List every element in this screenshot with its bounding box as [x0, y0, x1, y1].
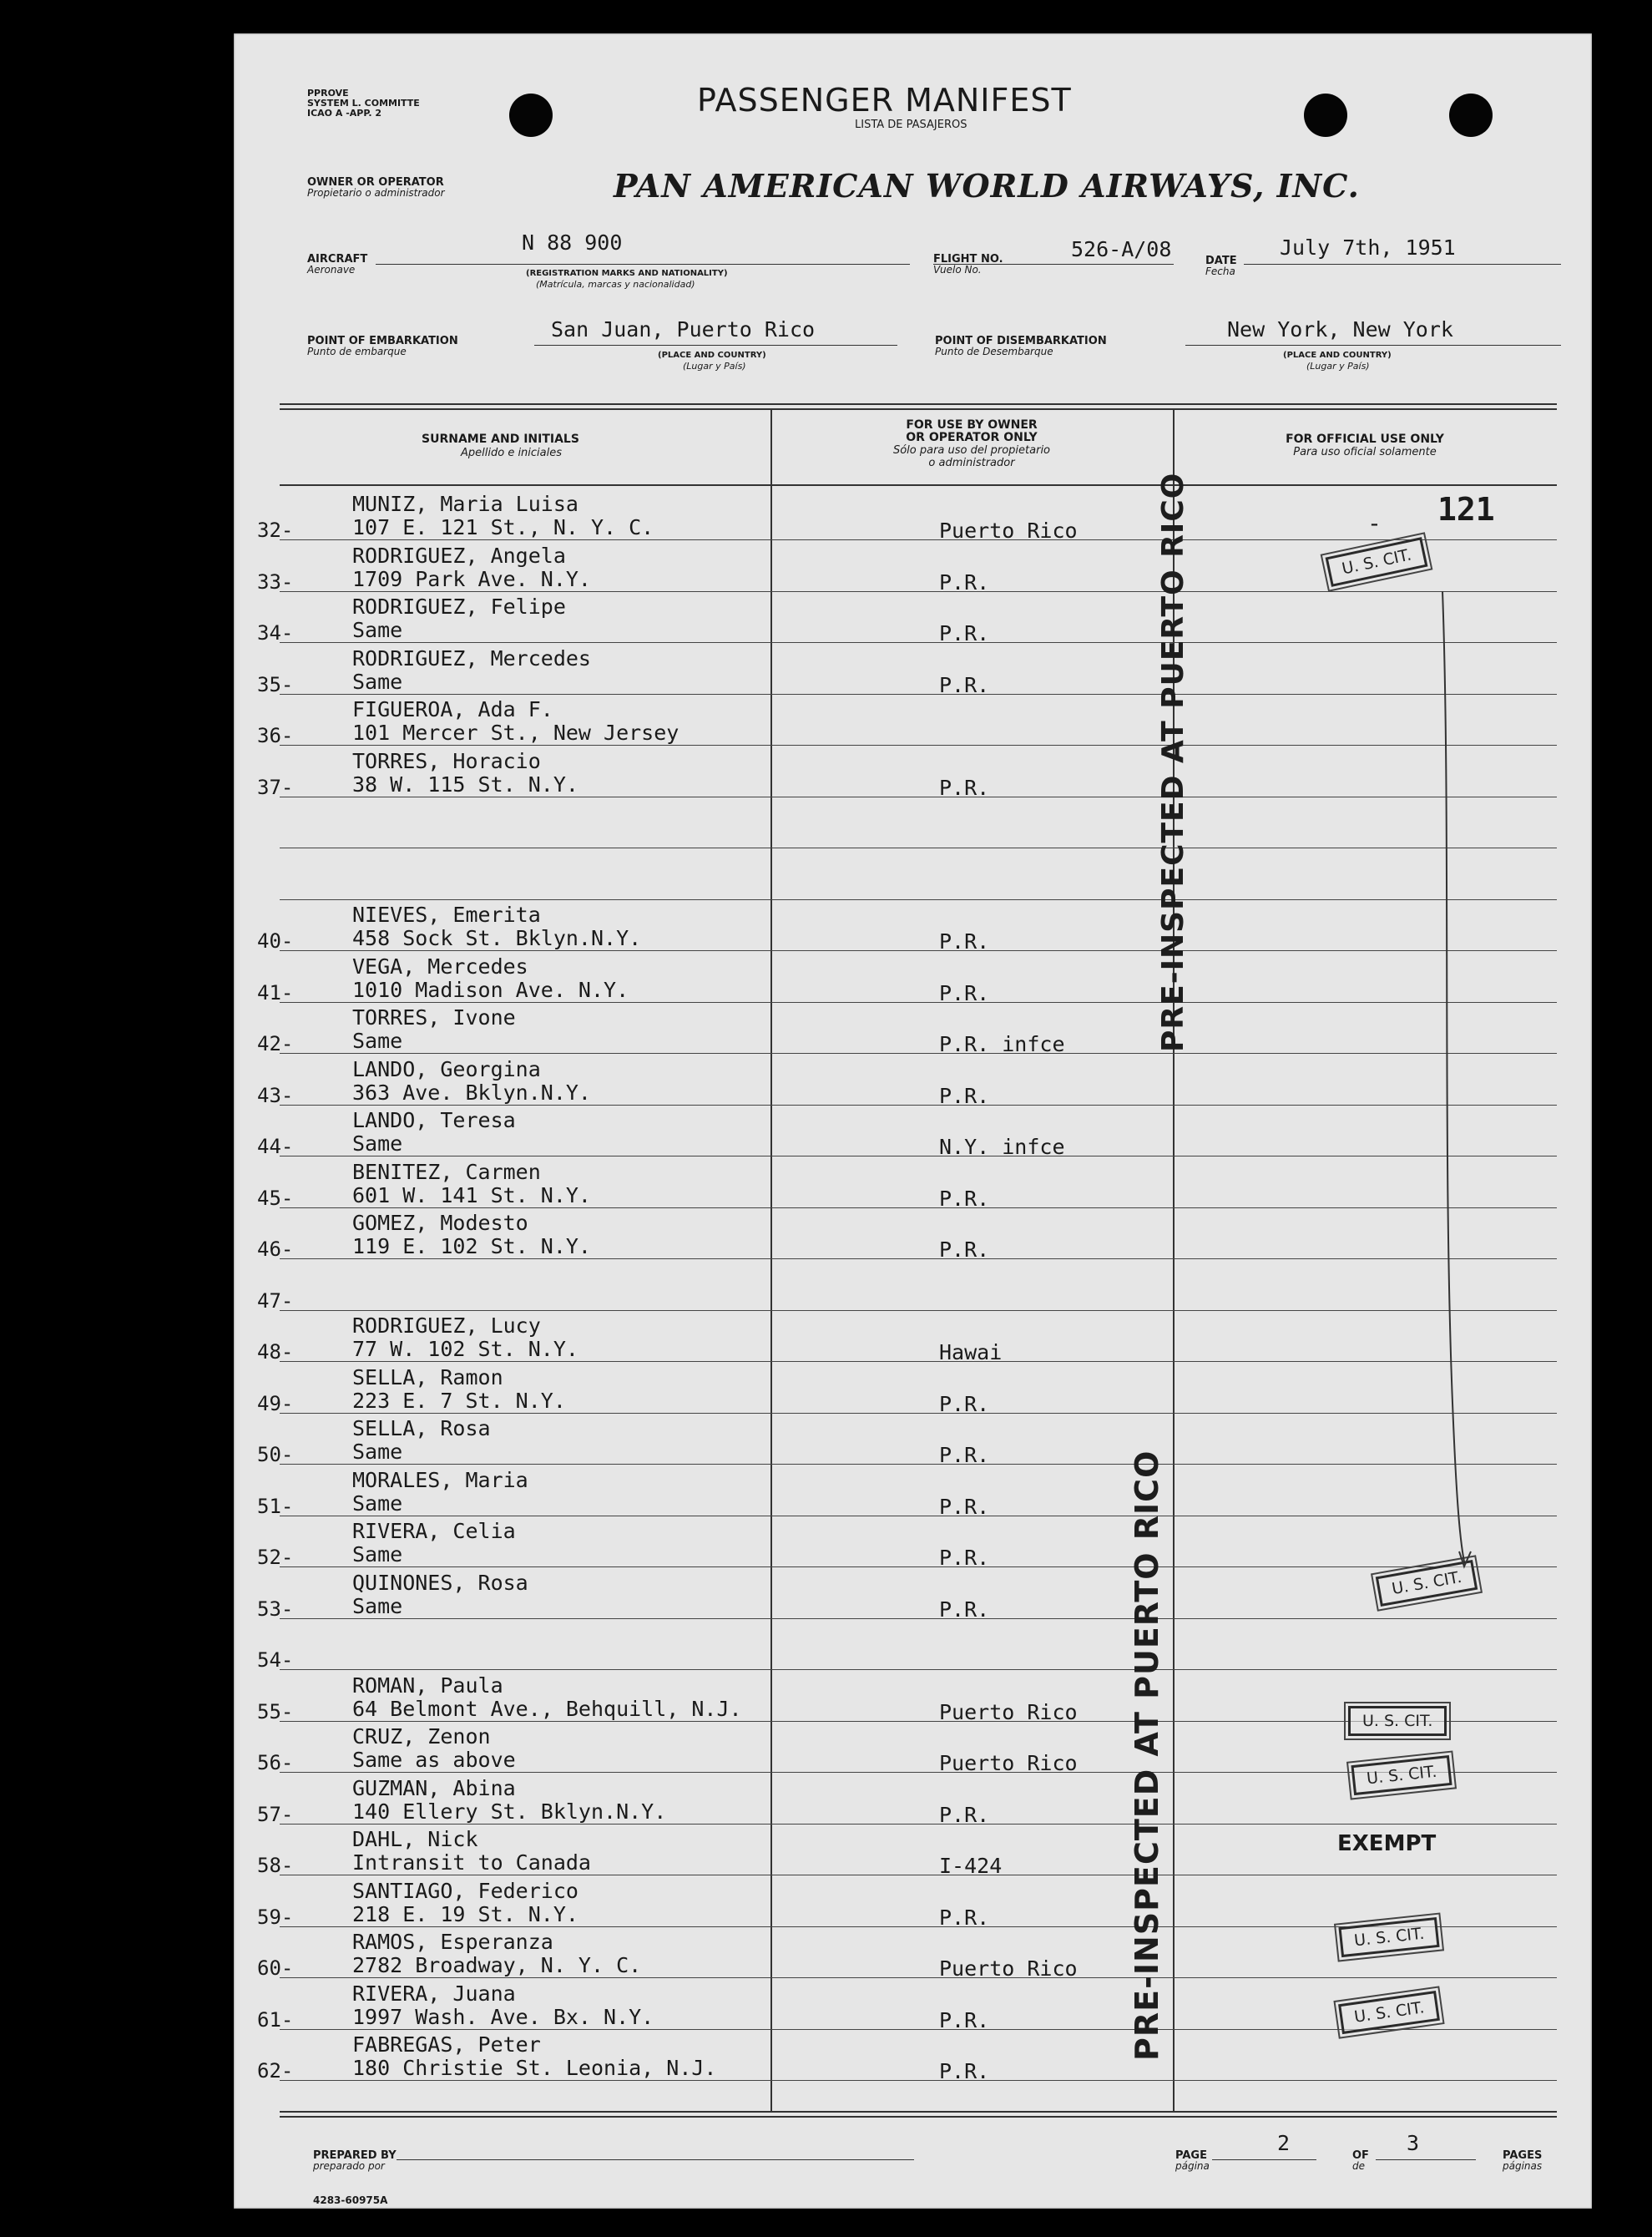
passenger-address: 218 E. 19 St. N.Y.	[352, 1901, 578, 1926]
owner-use-note: P.R.	[939, 621, 990, 645]
row-number: 57-	[257, 1802, 294, 1826]
pages-label: PAGES	[1503, 2149, 1543, 2162]
passenger-name: CRUZ, Zenon	[352, 1724, 491, 1749]
table-row	[234, 1207, 1592, 1262]
table-row	[234, 1310, 1592, 1364]
page-title-es: LISTA DE PASAJEROS	[855, 119, 967, 131]
us-cit-stamp: U. S. CIT.	[1348, 1706, 1447, 1736]
passenger-name: RAMOS, Esperanza	[352, 1930, 553, 1954]
preinspected-stamp-upper: PRE-INSPECTED AT PUERTO RICO	[1156, 472, 1190, 1052]
embark-place-note: (PLACE AND COUNTRY)	[658, 351, 766, 360]
passenger-name: DAHL, Nick	[352, 1827, 478, 1851]
flight-value: 526-A/08	[1071, 237, 1172, 261]
row-number: 34-	[257, 621, 294, 645]
prepared-label: PREPARED BY	[313, 2149, 397, 2162]
row-number: 42-	[257, 1032, 294, 1055]
exempt-stamp: EXEMPT	[1337, 1831, 1437, 1856]
owner-use-note: P.R.	[939, 929, 990, 954]
us-cit-stamp: U. S. CIT.	[1338, 1991, 1440, 2034]
table-row	[234, 1413, 1592, 1467]
row-number: 48-	[257, 1340, 294, 1364]
row-number: 58-	[257, 1854, 294, 1877]
date-value: July 7th, 1951	[1280, 235, 1456, 260]
passenger-name: SELLA, Rosa	[352, 1416, 491, 1440]
passenger-name: RODRIGUEZ, Mercedes	[352, 645, 591, 671]
row-number: 62-	[257, 2059, 294, 2083]
owner-use-note: P.R.	[939, 1905, 990, 1930]
passenger-name: BENITEZ, Carmen	[352, 1159, 541, 1184]
approval-line: L. COMMITTE	[351, 98, 420, 109]
passenger-name: VEGA, Mercedes	[352, 954, 528, 979]
table-row	[234, 488, 1592, 543]
official-count: 121	[1437, 491, 1495, 528]
preinspected-stamp-lower: PRE-INSPECTED AT PUERTO RICO	[1129, 1450, 1165, 2061]
row-number: 32-	[257, 519, 294, 542]
passenger-address: 38 W. 115 St. N.Y.	[352, 772, 578, 797]
passenger-address: 1997 Wash. Ave. Bx. N.Y.	[352, 2004, 654, 2029]
owner-use-note: P.R.	[939, 2007, 990, 2032]
embark-value: San Juan, Puerto Rico	[551, 317, 816, 342]
passenger-name: RIVERA, Juana	[352, 1981, 516, 2006]
table-row	[234, 1362, 1592, 1416]
form-number: 4283-60975A	[313, 2194, 388, 2206]
owner-use-note: Hawai	[939, 1340, 1003, 1364]
aircraft-label-es: Aeronave	[307, 264, 356, 276]
row-number: 41-	[257, 980, 294, 1005]
owner-use-note: I-424	[939, 1854, 1003, 1878]
owner-use-note: P.R.	[939, 775, 990, 800]
owner-use-note: P.R.	[939, 1802, 990, 1827]
col-header-owner-line: OR OPERATOR ONLY	[906, 431, 1038, 444]
row-number: 47-	[257, 1288, 294, 1313]
passenger-address: 223 E. 7 St. N.Y.	[352, 1388, 566, 1413]
owner-use-note: P.R.	[939, 1597, 990, 1622]
owner-use-note: P.R.	[939, 1237, 990, 1262]
passenger-name: ROMAN, Paula	[352, 1673, 503, 1698]
passenger-name: FABREGAS, Peter	[352, 2032, 541, 2057]
passenger-address: Same	[352, 618, 403, 642]
registration-note: (REGISTRATION MARKS AND NATIONALITY)	[526, 269, 728, 278]
owner-use-note: Puerto Rico	[939, 1751, 1078, 1775]
row-number: 54-	[257, 1648, 294, 1672]
passenger-name: SELLA, Ramon	[352, 1364, 503, 1389]
passenger-address: 2782 Broadway, N. Y. C.	[352, 1953, 642, 1977]
owner-use-note: N.Y. infce	[939, 1135, 1065, 1159]
col-header-owner-es: o administrador	[928, 457, 1015, 469]
manifest-page	[234, 33, 1592, 2209]
row-number: 46-	[257, 1237, 294, 1261]
passenger-name: LANDO, Georgina	[352, 1056, 541, 1081]
owner-use-note: P.R.	[939, 2059, 990, 2083]
row-number: 33-	[257, 569, 294, 594]
row-number: 49-	[257, 1391, 294, 1415]
us-cit-stamp: U. S. CIT.	[1326, 537, 1428, 587]
col-header-owner-line: FOR USE BY OWNER	[906, 418, 1038, 432]
row-number: 40-	[257, 929, 294, 953]
owner-use-note: P.R.	[939, 1083, 990, 1108]
row-number: 45-	[257, 1186, 294, 1210]
passenger-address: Same	[352, 669, 403, 694]
row-number: 59-	[257, 1905, 294, 1929]
table-row	[234, 899, 1592, 954]
passenger-address: 107 E. 121 St., N. Y. C.	[352, 515, 654, 539]
col-header-owner	[770, 419, 1173, 469]
passenger-name: RIVERA, Celia	[352, 1519, 516, 1543]
page-label-es: página	[1175, 2160, 1210, 2172]
passenger-name: GUZMAN, Abina	[352, 1775, 516, 1800]
owner-use-note: P.R.	[939, 1494, 990, 1519]
passenger-name: RODRIGUEZ, Angela	[352, 543, 566, 568]
embark-label-es: Punto de embarque	[307, 346, 407, 357]
passenger-address: 64 Belmont Ave., Behquill, N.J.	[352, 1696, 742, 1721]
row-number: 52-	[257, 1546, 294, 1569]
row-number: 53-	[257, 1597, 294, 1621]
passenger-address: 101 Mercer St., New Jersey	[352, 721, 679, 745]
col-header-official-es: Para uso oficial solamente	[1293, 446, 1437, 458]
approval-line: SYSTEM	[307, 98, 349, 109]
row-number: 35-	[257, 672, 294, 696]
row-number: 55-	[257, 1699, 294, 1723]
disembark-label-es: Punto de Desembarque	[935, 346, 1053, 357]
passenger-address: Same	[352, 1593, 403, 1618]
approval-block	[307, 89, 420, 119]
table-row	[234, 1002, 1592, 1056]
table-row	[234, 1618, 1592, 1672]
table-row	[234, 1516, 1592, 1570]
date-label-es: Fecha	[1205, 266, 1235, 277]
of-value: 3	[1407, 2131, 1420, 2155]
table-row	[234, 1259, 1592, 1313]
owner-use-note: P.R.	[939, 1443, 990, 1467]
passenger-address: 363 Ave. Bklyn.N.Y.	[352, 1080, 591, 1105]
passenger-address: Same	[352, 1131, 403, 1156]
passenger-name: NIEVES, Emerita	[352, 903, 541, 927]
row-rule	[280, 2080, 1557, 2081]
col-header-surname-es: Apellido e iniciales	[461, 447, 563, 459]
official-dash: -	[1367, 509, 1382, 537]
row-number: 37-	[257, 775, 294, 799]
aircraft-value: N 88 900	[522, 230, 623, 255]
punch-hole-right	[1449, 94, 1493, 137]
punch-hole-mid	[1304, 94, 1347, 137]
pencil-bracket-line	[1394, 568, 1494, 1587]
owner-use-note: P.R.	[939, 980, 990, 1005]
us-cit-stamp: U. S. CIT.	[1338, 1917, 1440, 1957]
passenger-address: 119 E. 102 St. N.Y.	[352, 1234, 591, 1258]
owner-use-note: P.R.	[939, 569, 990, 595]
table-row	[234, 797, 1592, 848]
table-row	[234, 1054, 1592, 1108]
disembark-value: New York, New York	[1227, 317, 1453, 342]
table-row	[234, 951, 1592, 1005]
table-row	[234, 2029, 1592, 2083]
row-number: 44-	[257, 1135, 294, 1158]
embark-place-note-es: (Lugar y País)	[683, 361, 746, 372]
table-row	[234, 1465, 1592, 1519]
passenger-address: 77 W. 102 St. N.Y.	[352, 1337, 578, 1361]
passenger-name: MORALES, Maria	[352, 1467, 528, 1492]
row-number: 56-	[257, 1751, 294, 1774]
row-number: 36-	[257, 724, 294, 747]
owner-use-note: P.R.	[939, 1391, 990, 1416]
passenger-address: Same	[352, 1490, 403, 1516]
passenger-address: 458 Sock St. Bklyn.N.Y.	[352, 926, 642, 950]
row-number: 50-	[257, 1443, 294, 1466]
disembark-label: POINT OF DISEMBARKATION	[935, 335, 1107, 347]
owner-use-note: P.R.	[939, 1546, 990, 1570]
approval-line: PPROVE	[307, 88, 349, 99]
registration-note-es: (Matrícula, marcas y nacionalidad)	[536, 279, 695, 290]
row-number: 43-	[257, 1083, 294, 1107]
table-row	[234, 1156, 1592, 1211]
passenger-name: SANTIAGO, Federico	[352, 1878, 578, 1903]
owner-use-note: P.R.	[939, 672, 990, 697]
owner-value: PAN AMERICAN WORLD AIRWAYS, INC.	[614, 167, 1360, 205]
passenger-address: 140 Ellery St. Bklyn.N.Y.	[352, 1799, 667, 1824]
prepared-label-es: preparado por	[313, 2160, 385, 2172]
passenger-address: Same	[352, 1542, 403, 1566]
owner-use-note: P.R.	[939, 1186, 990, 1211]
owner-use-note: Puerto Rico	[939, 1699, 1078, 1724]
pages-label-es: páginas	[1503, 2160, 1543, 2172]
date-label: DATE	[1205, 255, 1237, 267]
table-row	[234, 591, 1592, 645]
row-number: 60-	[257, 1956, 294, 1980]
owner-label-es: Propietario o administrador	[307, 187, 445, 199]
owner-label: OWNER OR OPERATOR	[307, 176, 444, 189]
owner-use-note: Puerto Rico	[939, 519, 1078, 543]
page-title: PASSENGER MANIFEST	[697, 82, 1072, 119]
disembark-place-note: (PLACE AND COUNTRY)	[1283, 351, 1392, 360]
of-label: OF	[1352, 2149, 1369, 2162]
approval-line: ICAO A	[307, 108, 343, 119]
col-header-official-label: FOR OFFICIAL USE ONLY	[1286, 433, 1444, 446]
passenger-name: TORRES, Horacio	[352, 748, 541, 773]
flight-label-es: Vuelo No.	[933, 264, 982, 276]
of-label-es: de	[1352, 2160, 1365, 2172]
passenger-name: LANDO, Teresa	[352, 1108, 516, 1132]
passenger-name: GOMEZ, Modesto	[352, 1211, 528, 1235]
owner-use-note: Puerto Rico	[939, 1956, 1078, 1981]
approval-line: -APP. 2	[346, 108, 382, 119]
us-cit-stamp: U. S. CIT.	[1376, 1560, 1478, 1607]
table-top-rule	[280, 403, 1557, 405]
table-row	[234, 643, 1592, 697]
col-header-surname: SURNAME AND INITIALS	[422, 433, 579, 446]
embark-label: POINT OF EMBARKATION	[307, 335, 458, 347]
passenger-address: Same	[352, 1029, 403, 1053]
passenger-address: 180 Christie St. Leonia, N.J.	[352, 2056, 717, 2080]
passenger-address: Same as above	[352, 1748, 516, 1772]
table-row	[234, 848, 1592, 899]
page-value: 2	[1277, 2131, 1291, 2155]
passenger-address: 601 W. 141 St. N.Y.	[352, 1182, 591, 1207]
page-label: PAGE	[1175, 2149, 1207, 2162]
passenger-address: 1010 Madison Ave. N.Y.	[352, 977, 629, 1002]
passenger-name: RODRIGUEZ, Lucy	[352, 1313, 541, 1338]
punch-hole-left	[509, 94, 553, 137]
passenger-name: FIGUEROA, Ada F.	[352, 697, 553, 721]
aircraft-label: AIRCRAFT	[307, 253, 368, 266]
flight-label: FLIGHT NO.	[933, 253, 1003, 266]
disembark-place-note-es: (Lugar y País)	[1306, 361, 1370, 372]
owner-use-note: P.R. infce	[939, 1032, 1065, 1056]
passenger-name: TORRES, Ivone	[352, 1005, 516, 1030]
table-row	[234, 1105, 1592, 1159]
col-header-official	[1173, 433, 1557, 459]
passenger-address: 1709 Park Ave. N.Y.	[352, 566, 591, 591]
table-row	[234, 694, 1592, 745]
table-row	[234, 746, 1592, 800]
passenger-name: RODRIGUEZ, Felipe	[352, 595, 566, 619]
passenger-address: Intransit to Canada	[352, 1850, 591, 1875]
passenger-address: Same	[352, 1440, 403, 1464]
col-header-owner-es: Sólo para uso del propietario	[892, 444, 1051, 457]
row-number: 61-	[257, 2007, 294, 2032]
passenger-name: MUNIZ, Maria Luisa	[352, 492, 578, 516]
us-cit-stamp: U. S. CIT.	[1351, 1755, 1452, 1795]
passenger-name: QUINONES, Rosa	[352, 1570, 528, 1595]
row-number: 51-	[257, 1494, 294, 1518]
